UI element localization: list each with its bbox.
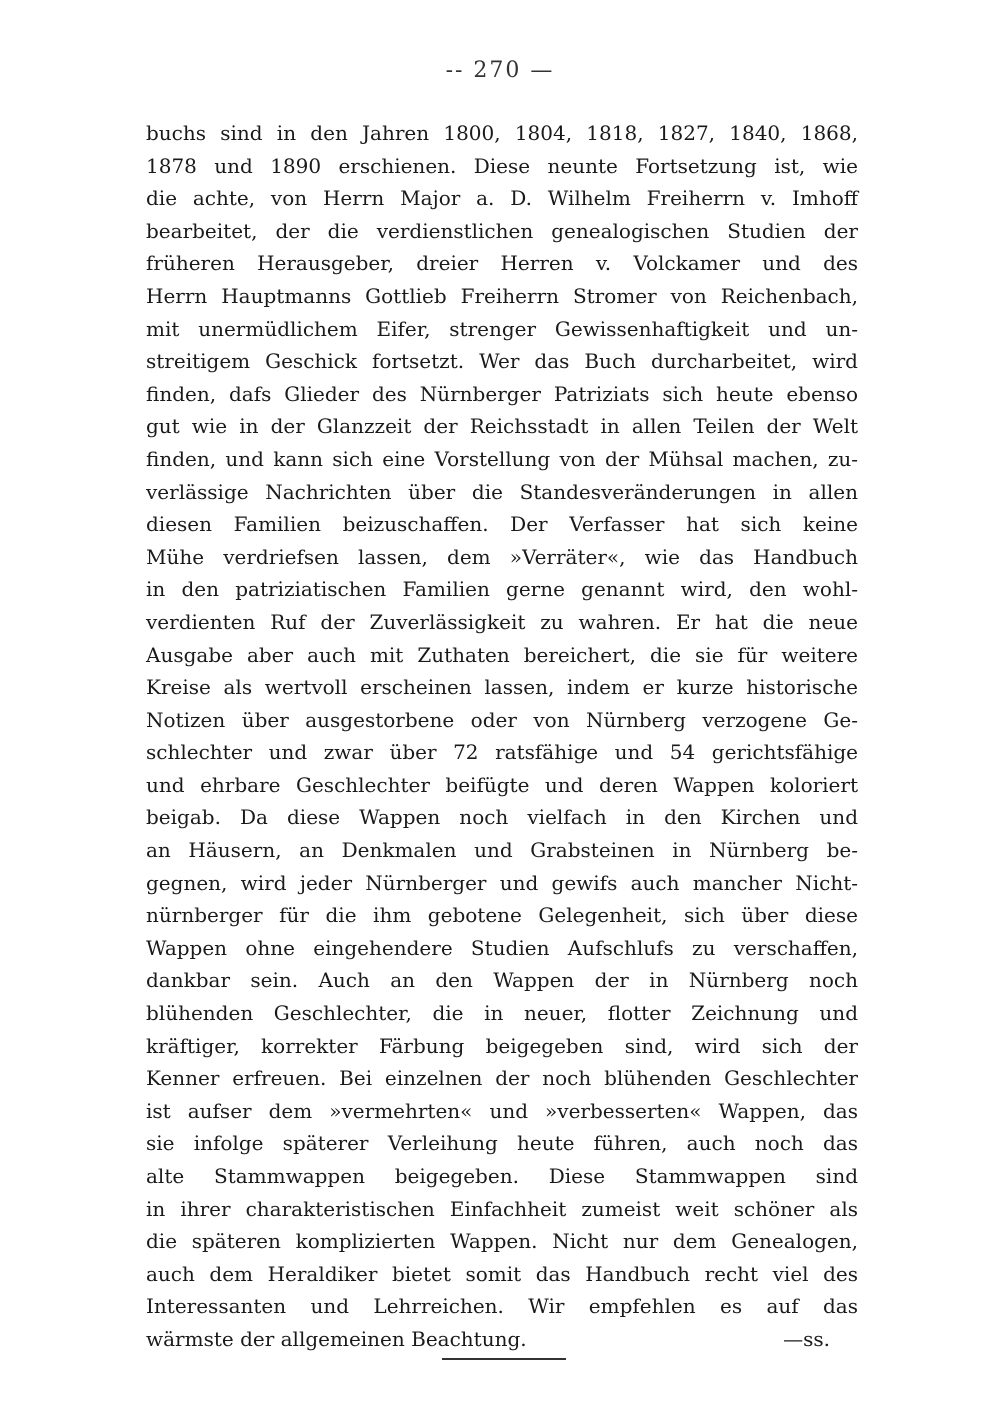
text-line: buchs sind in den Jahren 1800, 1804, 1818, 1827, 1840, 1868, [146, 121, 858, 145]
text-line: gut wie in der Glanzzeit der Reichsstadt in allen Teilen der Welt [146, 414, 858, 439]
text-line: Kenner erfreuen. Bei einzelnen der noch blühenden Geschlechter [146, 1066, 858, 1091]
final-line-text: wärmste der allgemeinen Beachtung. [146, 1326, 527, 1351]
text-line: ist aufser dem »vermehrten« und »verbesserten« Wappen, das [146, 1098, 858, 1123]
text-line: bearbeitet, der die verdienstlichen genealogischen Studien der [146, 218, 858, 243]
text-line: schlechter und zwar über 72 ratsfähige und 54 gerichtsfähige [146, 740, 858, 765]
text-line: diesen Familien beizuschaffen. Der Verfasser hat sich keine [146, 512, 858, 537]
text-line: verdienten Ruf der Zuverlässigkeit zu wahren. Er hat die neue [146, 609, 858, 634]
body-text [146, 117, 858, 1356]
text-line: die achte, von Herrn Major a. D. Wilhelm Freiherrn v. Imhoff [146, 186, 858, 211]
author-signature: —ss. [783, 1326, 830, 1351]
text-line: Notizen über ausgestorbene oder von Nürnberg verzogene Ge- [146, 707, 858, 732]
text-line: nürnberger für die ihm gebotene Gelegenheit, sich über diese [146, 903, 858, 928]
text-line: kräftiger, korrekter Färbung beigegeben sind, wird sich der [146, 1033, 858, 1058]
text-line: mit unermüdlichem Eifer, strenger Gewissenhaftigkeit und un- [146, 316, 858, 341]
text-line: sie infolge späterer Verleihung heute führen, auch noch das [146, 1131, 858, 1156]
text-line: Ausgabe aber auch mit Zuthaten bereichert, die sie für weitere [146, 642, 858, 667]
text-line: Herrn Hauptmanns Gottlieb Freiherrn Stromer von Reichenbach, [146, 283, 858, 308]
text-line: verlässige Nachrichten über die Standesveränderungen in allen [146, 479, 858, 504]
text-line: in den patriziatischen Familien gerne genannt wird, den wohl- [146, 577, 858, 602]
section-divider [442, 1358, 566, 1360]
text-line: dankbar sein. Auch an den Wappen der in Nürnberg noch [146, 968, 858, 993]
text-line: beigab. Da diese Wappen noch vielfach in den Kirchen und [146, 805, 858, 830]
text-line: in ihrer charakteristischen Einfachheit zumeist weit schöner als [146, 1196, 858, 1221]
text-line: 1878 und 1890 erschienen. Diese neunte Fortsetzung ist, wie [146, 153, 858, 178]
text-line: und ehrbare Geschlechter beifügte und deren Wappen koloriert [146, 772, 858, 797]
text-line: alte Stammwappen beigegeben. Diese Stammwappen sind [146, 1164, 858, 1188]
text-line: streitigem Geschick fortsetzt. Wer das Buch durcharbeitet, wird [146, 349, 858, 374]
text-line: an Häusern, an Denkmalen und Grabsteinen in Nürnberg be- [146, 838, 858, 863]
text-line: Kreise als wertvoll erscheinen lassen, indem er kurze historische [146, 675, 858, 700]
page-number: -- 270 — [445, 58, 555, 83]
text-line: finden, dafs Glieder des Nürnberger Patriziats sich heute ebenso [146, 381, 858, 406]
text-line: finden, und kann sich eine Vorstellung von der Mühsal machen, zu- [146, 446, 858, 471]
text-line: auch dem Heraldiker bietet somit das Handbuch recht viel des [146, 1261, 858, 1286]
text-line: die späteren komplizierten Wappen. Nicht nur dem Genealogen, [146, 1229, 858, 1254]
text-line: Wappen ohne eingehendere Studien Aufschlufs zu verschaffen, [146, 935, 858, 960]
text-line: Mühe verdriefsen lassen, dem »Verräter«, wie das Handbuch [146, 544, 858, 569]
text-line: früheren Herausgeber, dreier Herren v. Volckamer und des [146, 251, 858, 276]
text-line: blühenden Geschlechter, die in neuer, flotter Zeichnung und [146, 1001, 858, 1026]
final-line [146, 1323, 858, 1356]
text-line: Interessanten und Lehrreichen. Wir empfehlen es auf das [146, 1294, 858, 1319]
text-line: gegnen, wird jeder Nürnberger und gewifs auch mancher Nicht- [146, 870, 858, 895]
